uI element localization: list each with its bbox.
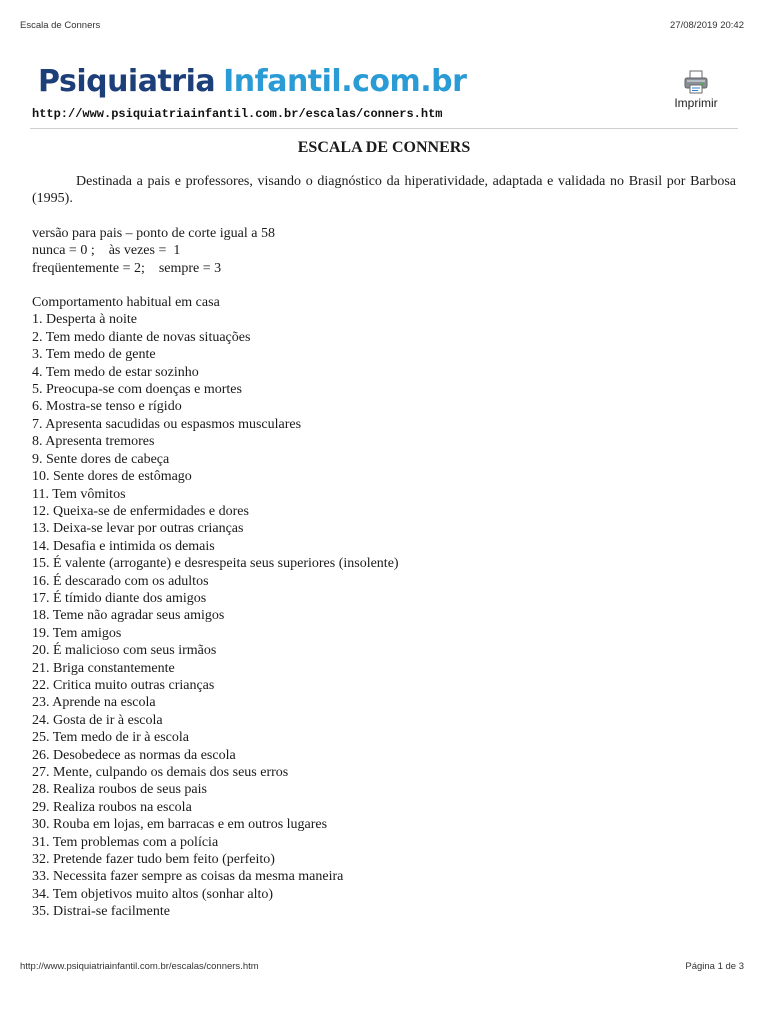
list-item: 4. Tem medo de estar sozinho [32, 364, 199, 380]
list-item: 35. Distrai-se facilmente [32, 904, 171, 920]
print-header-datetime: 27/08/2019 20:42 [670, 20, 744, 31]
list-item: 15. É valente (arrogante) e desrespeita seus superiores (insolente) [32, 556, 399, 572]
list-item: 28. Realiza roubos de seus pais [32, 782, 207, 798]
intro-paragraph: Destinada a pais e professores, visando o diagnóstico da hiperatividade, adaptada e validada no Brasil por Barbosa (1995). [32, 174, 736, 207]
list-item: 1. Desperta à noite [32, 312, 137, 328]
print-button[interactable] [664, 70, 728, 110]
footer-page-number: Página 1 de 3 [685, 961, 744, 972]
scoring-block [32, 225, 736, 277]
site-logo[interactable] [38, 64, 466, 100]
list-item: 31. Tem problemas com a polícia [32, 834, 219, 850]
list-item: 21. Briga constantemente [32, 660, 175, 676]
list-item: 26. Desobedece as normas da escola [32, 747, 236, 763]
print-header-title: Escala de Conners [20, 20, 101, 31]
list-item: 32. Pretende fazer tudo bem feito (perfeito) [32, 852, 275, 868]
list-item: 6. Mostra-se tenso e rígido [32, 399, 182, 415]
scoring-line: nunca = 0 ; às vezes = 1 [32, 243, 181, 259]
scoring-line: freqüentemente = 2; sempre = 3 [32, 260, 222, 276]
footer-url: http://www.psiquiatriainfantil.com.br/escalas/conners.htm [20, 961, 259, 972]
list-item: 27. Mente, culpando os demais dos seus erros [32, 765, 289, 780]
print-header [20, 20, 744, 31]
list-item: 3. Tem medo de gente [32, 347, 156, 363]
print-label: Imprimir [674, 96, 718, 110]
list-item: 10. Sente dores de estômago [32, 469, 192, 485]
list-item: 13. Deixa-se levar por outras crianças [32, 521, 244, 537]
list-item: 29. Realiza roubos na escola [32, 799, 192, 815]
list-item: 17. É tímido diante dos amigos [32, 590, 207, 606]
list-item: 25. Tem medo de ir à escola [32, 730, 189, 746]
list-item: 11. Tem vômitos [32, 486, 126, 502]
list-item: 22. Critica muito outras crianças [32, 677, 215, 693]
list-item: 9. Sente dores de cabeça [32, 451, 170, 467]
section-heading: Comportamento habitual em casa [32, 295, 220, 311]
printer-icon [683, 70, 709, 94]
list-item: 24. Gosta de ir à escola [32, 712, 163, 728]
list-item: 34. Tem objetivos muito altos (sonhar alto) [32, 886, 274, 902]
list-item: 12. Queixa-se de enfermidades e dores [32, 503, 249, 519]
logo-text-psiquiatria: Psiquiatria [38, 64, 216, 99]
list-item: 18. Teme não agradar seus amigos [32, 608, 225, 624]
document-body [32, 138, 736, 921]
list-item: 7. Apresenta sacudidas ou espasmos musculares [32, 416, 302, 432]
list-item: 8. Apresenta tremores [32, 434, 155, 450]
list-item: 2. Tem medo diante de novas situações [32, 329, 251, 345]
list-item: 5. Preocupa-se com doenças e mortes [32, 382, 242, 398]
site-url[interactable]: http://www.psiquiatriainfantil.com.br/escalas/conners.htm [32, 107, 443, 121]
document-title: ESCALA DE CONNERS [297, 139, 471, 156]
logo-text-infantil: Infantil.com.br [223, 64, 467, 99]
list-item: 30. Rouba em lojas, em barracas e em outros lugares [32, 817, 328, 833]
list-item: 23. Aprende na escola [32, 695, 156, 711]
list-item: 33. Necessita fazer sempre as coisas da mesma maneira [32, 869, 344, 885]
list-item: 16. É descarado com os adultos [32, 573, 209, 589]
list-item: 20. É malicioso com seus irmãos [32, 643, 217, 659]
print-footer [20, 961, 744, 972]
header-divider [30, 128, 738, 129]
scoring-line: versão para pais – ponto de corte igual a 58 [32, 225, 275, 241]
questionnaire-items [32, 311, 736, 920]
list-item: 14. Desafia e intimida os demais [32, 538, 215, 554]
list-item: 19. Tem amigos [32, 625, 122, 641]
